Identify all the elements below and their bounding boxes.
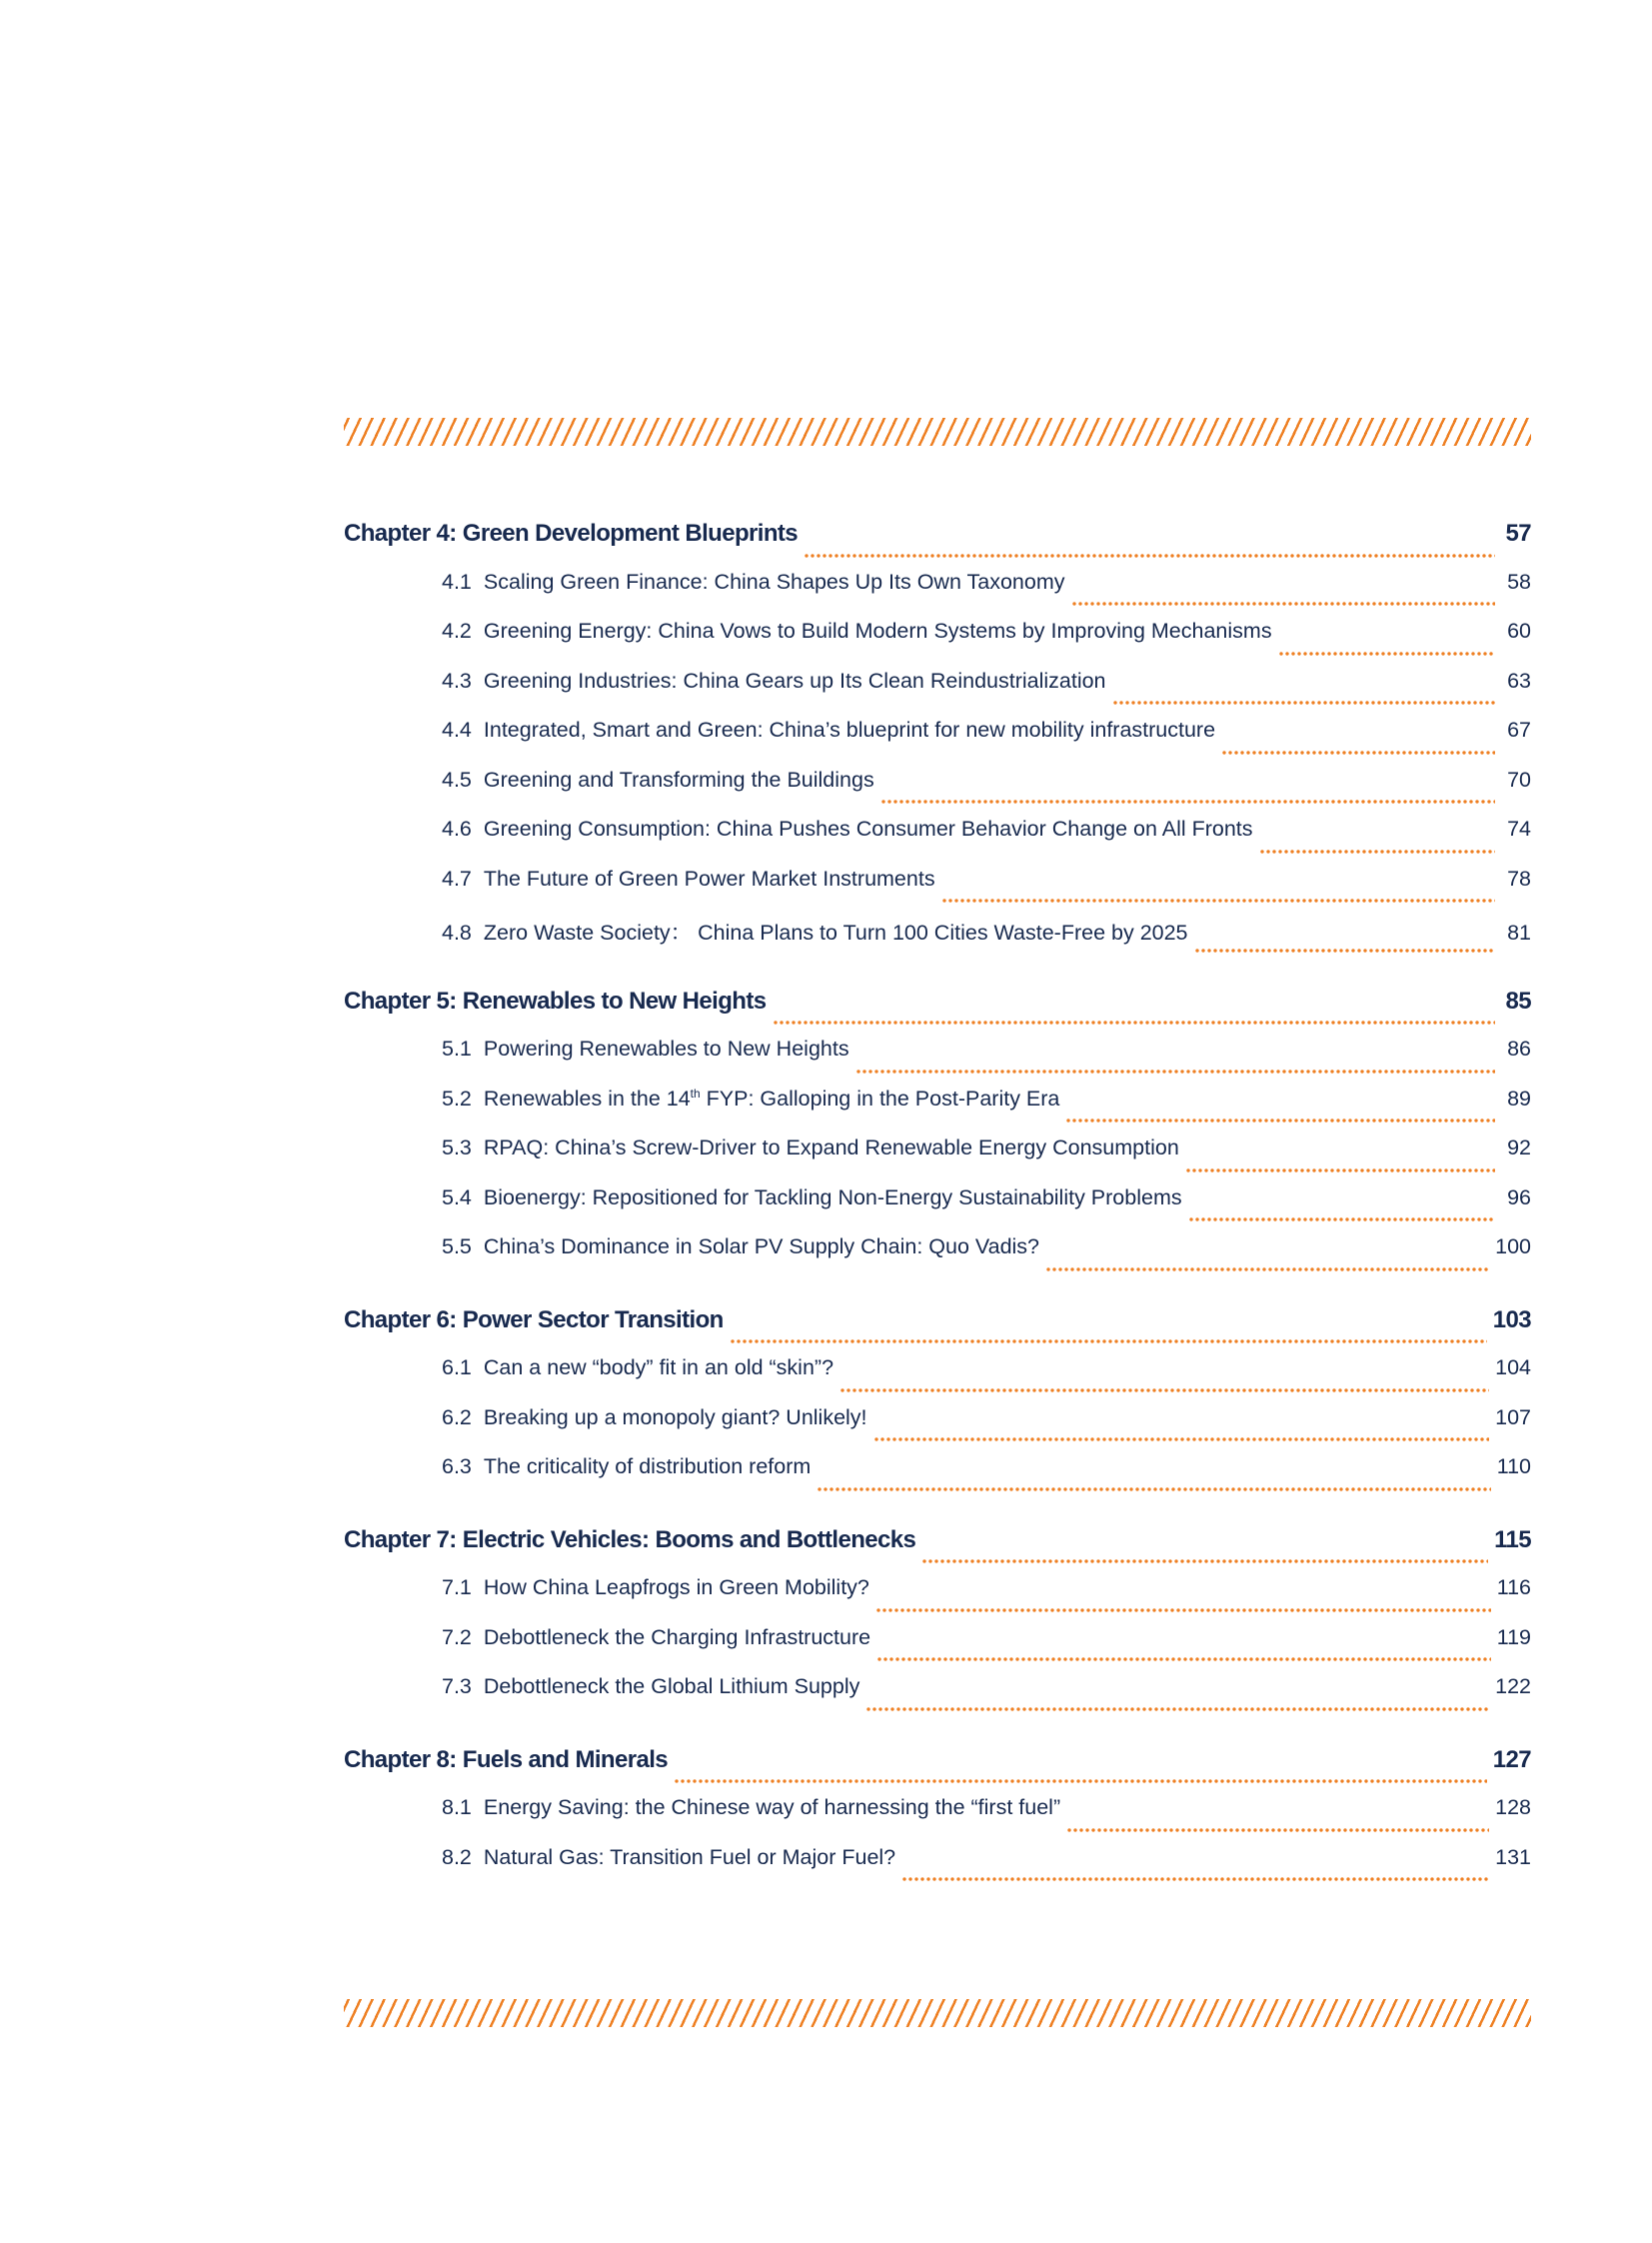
table-of-contents bbox=[344, 520, 1531, 1916]
section-number: 8.1 bbox=[442, 1795, 472, 1819]
page-number: 122 bbox=[1495, 1674, 1531, 1698]
page-number: 116 bbox=[1496, 1575, 1531, 1599]
section-title-text: Integrated, Smart and Green: China’s blueprint for new mobility infrastructure bbox=[483, 718, 1216, 742]
chapter-title: Chapter 6: Power Sector Transition bbox=[344, 1305, 724, 1333]
page-number: 60 bbox=[1507, 619, 1531, 643]
section-title bbox=[442, 1575, 869, 1600]
section-title bbox=[442, 1355, 833, 1380]
dot-leader bbox=[804, 554, 1495, 558]
section-number: 5.4 bbox=[442, 1184, 472, 1209]
section-title bbox=[442, 1234, 1039, 1259]
dot-leader bbox=[865, 1707, 1489, 1711]
dot-leader bbox=[921, 1559, 1488, 1563]
section-title-text: Debottleneck the Charging Infrastructure bbox=[483, 1624, 871, 1649]
dot-leader bbox=[1185, 1168, 1495, 1172]
section-number: 6.3 bbox=[442, 1454, 472, 1478]
chapter-heading[interactable] bbox=[344, 1746, 1531, 1796]
toc-entry[interactable] bbox=[344, 1087, 1531, 1136]
dot-leader bbox=[1278, 652, 1495, 656]
dot-leader bbox=[1112, 701, 1495, 705]
toc-entry[interactable] bbox=[344, 1405, 1531, 1455]
section-number: 5.1 bbox=[442, 1037, 472, 1061]
toc-entry[interactable] bbox=[344, 768, 1531, 818]
chapter-8 bbox=[344, 1746, 1531, 1895]
section-title-text: Greening and Transforming the Buildings bbox=[483, 767, 874, 792]
section-number: 5.5 bbox=[442, 1234, 472, 1258]
chapter-title: Chapter 4: Green Development Blueprints bbox=[344, 520, 799, 547]
dot-leader bbox=[817, 1487, 1490, 1491]
section-title-text: Energy Saving: the Chinese way of harnessing the “first fuel” bbox=[483, 1795, 1061, 1819]
toc-entry[interactable] bbox=[344, 1185, 1531, 1235]
section-title bbox=[442, 1674, 859, 1699]
section-title-post: FYP: Galloping in the Post-Parity Era bbox=[700, 1086, 1060, 1111]
dot-leader bbox=[873, 1437, 1490, 1441]
section-title bbox=[442, 1845, 895, 1870]
dot-leader bbox=[901, 1877, 1489, 1881]
page-number: 86 bbox=[1507, 1037, 1531, 1061]
toc-entry[interactable] bbox=[344, 1454, 1531, 1504]
section-number: 4.6 bbox=[442, 817, 472, 841]
dot-leader bbox=[875, 1608, 1491, 1612]
chapter-4 bbox=[344, 520, 1531, 966]
section-number: 6.2 bbox=[442, 1404, 472, 1429]
toc-entry[interactable] bbox=[344, 916, 1531, 966]
page-number: 104 bbox=[1495, 1355, 1531, 1379]
page-number: 58 bbox=[1507, 569, 1531, 594]
toc-entry[interactable] bbox=[344, 718, 1531, 768]
section-number: 7.1 bbox=[442, 1575, 472, 1599]
page-number: 78 bbox=[1507, 866, 1531, 891]
toc-entry[interactable] bbox=[344, 1674, 1531, 1724]
toc-entry[interactable] bbox=[344, 817, 1531, 867]
section-title-text: Greening Energy: China Vows to Build Modern Systems by Improving Mechanisms bbox=[483, 619, 1272, 643]
toc-entry[interactable] bbox=[344, 570, 1531, 620]
section-title bbox=[442, 1087, 1059, 1112]
section-number: 4.4 bbox=[442, 718, 472, 742]
section-title bbox=[442, 718, 1215, 743]
chapter-7 bbox=[344, 1526, 1531, 1724]
toc-entry[interactable] bbox=[344, 1795, 1531, 1845]
chapter-title: Chapter 5: Renewables to New Heights bbox=[344, 987, 767, 1015]
chapter-heading[interactable] bbox=[344, 1526, 1531, 1576]
page-number: 81 bbox=[1507, 921, 1531, 945]
section-title-text: Breaking up a monopoly giant? Unlikely! bbox=[483, 1404, 867, 1429]
dot-leader bbox=[730, 1339, 1487, 1343]
section-title-text: RPAQ: China’s Screw-Driver to Expand Renewable Energy Consumption bbox=[483, 1135, 1179, 1159]
chapter-title: Chapter 7: Electric Vehicles: Booms and Bottlenecks bbox=[344, 1525, 916, 1553]
section-title bbox=[442, 1625, 870, 1650]
toc-entry[interactable] bbox=[344, 1845, 1531, 1895]
page-number: 92 bbox=[1507, 1135, 1531, 1159]
section-title bbox=[442, 867, 935, 892]
dot-leader bbox=[1045, 1267, 1489, 1271]
section-number: 8.2 bbox=[442, 1844, 472, 1869]
toc-entry[interactable] bbox=[344, 619, 1531, 669]
section-number: 5.3 bbox=[442, 1135, 472, 1159]
chapter-heading[interactable] bbox=[344, 988, 1531, 1038]
ordinal-superscript: th bbox=[690, 1086, 701, 1101]
section-title bbox=[442, 570, 1065, 595]
section-number: 4.5 bbox=[442, 767, 472, 792]
section-title-text: How China Leapfrogs in Green Mobility? bbox=[483, 1575, 869, 1599]
toc-entry[interactable] bbox=[344, 867, 1531, 917]
dot-leader bbox=[1194, 949, 1495, 953]
page-number: 74 bbox=[1507, 817, 1531, 841]
section-title-text: Greening Industries: China Gears up Its Clean Reindustrialization bbox=[483, 668, 1106, 693]
section-title-text: Debottleneck the Global Lithium Supply bbox=[483, 1674, 860, 1698]
bottom-hatch-divider bbox=[344, 1999, 1531, 2027]
section-number: 4.7 bbox=[442, 866, 472, 891]
dot-leader bbox=[1221, 751, 1495, 755]
dot-leader bbox=[1065, 1119, 1495, 1122]
top-hatch-divider bbox=[344, 418, 1531, 446]
page-number: 57 bbox=[1505, 520, 1531, 547]
section-title-text: China’s Dominance in Solar PV Supply Chain: Quo Vadis? bbox=[483, 1234, 1040, 1258]
toc-entry[interactable] bbox=[344, 669, 1531, 719]
section-title-text: Natural Gas: Transition Fuel or Major Fuel? bbox=[483, 1844, 896, 1869]
section-title bbox=[442, 619, 1272, 644]
page-number: 115 bbox=[1494, 1525, 1531, 1553]
dot-leader bbox=[1188, 1217, 1495, 1221]
page-number: 119 bbox=[1496, 1624, 1531, 1649]
section-title-text: The criticality of distribution reform bbox=[483, 1454, 812, 1478]
section-title-text: Greening Consumption: China Pushes Consumer Behavior Change on All Fronts bbox=[483, 817, 1253, 841]
section-title bbox=[442, 916, 1188, 947]
page-number: 96 bbox=[1507, 1184, 1531, 1209]
toc-entry[interactable] bbox=[344, 1625, 1531, 1675]
chapter-heading[interactable] bbox=[344, 520, 1531, 570]
dot-leader bbox=[1071, 602, 1496, 606]
page-number: 103 bbox=[1492, 1305, 1531, 1333]
section-number: 5.2 bbox=[442, 1086, 472, 1111]
dot-leader bbox=[1259, 850, 1495, 854]
section-title-pre: Renewables in the 14 bbox=[483, 1086, 691, 1111]
section-number: 4.8 bbox=[442, 921, 472, 945]
page-number: 107 bbox=[1495, 1404, 1531, 1429]
toc-entry[interactable] bbox=[344, 1575, 1531, 1625]
section-title-text: Scaling Green Finance: China Shapes Up Its Own Taxonomy bbox=[483, 569, 1065, 594]
dot-leader bbox=[880, 800, 1495, 804]
section-title bbox=[442, 1185, 1182, 1210]
section-title-text: Zero Waste Society： China Plans to Turn 100 Cities Waste-Free by 2025 bbox=[483, 921, 1188, 945]
dot-leader bbox=[839, 1388, 1489, 1392]
dot-leader bbox=[941, 899, 1495, 903]
chapter-heading[interactable] bbox=[344, 1306, 1531, 1356]
chapter-6 bbox=[344, 1306, 1531, 1504]
page-number: 85 bbox=[1505, 987, 1531, 1015]
section-title-text: Bioenergy: Repositioned for Tackling Non-Energy Sustainability Problems bbox=[483, 1184, 1182, 1209]
page-number: 127 bbox=[1492, 1745, 1531, 1773]
page-number: 89 bbox=[1507, 1086, 1531, 1111]
section-title bbox=[442, 669, 1106, 694]
section-title bbox=[442, 1037, 849, 1062]
dot-leader bbox=[876, 1657, 1491, 1661]
chapter-5 bbox=[344, 988, 1531, 1284]
page-number: 128 bbox=[1495, 1795, 1531, 1819]
section-number: 4.1 bbox=[442, 569, 472, 594]
section-number: 6.1 bbox=[442, 1355, 472, 1379]
section-number: 4.2 bbox=[442, 619, 472, 643]
page-number: 100 bbox=[1495, 1234, 1531, 1258]
section-number: 7.2 bbox=[442, 1624, 472, 1649]
toc-entry[interactable] bbox=[344, 1037, 1531, 1087]
page-number: 70 bbox=[1507, 767, 1531, 792]
section-title-text: The Future of Green Power Market Instruments bbox=[483, 866, 935, 891]
dot-leader bbox=[1066, 1828, 1489, 1832]
section-number: 7.3 bbox=[442, 1674, 472, 1698]
section-title bbox=[442, 768, 874, 793]
section-title bbox=[442, 1795, 1060, 1820]
section-number: 4.3 bbox=[442, 668, 472, 693]
section-title bbox=[442, 817, 1253, 842]
toc-entry[interactable] bbox=[344, 1135, 1531, 1185]
dot-leader bbox=[855, 1070, 1495, 1074]
section-title-text: Can a new “body” fit in an old “skin”? bbox=[483, 1355, 834, 1379]
section-title-text: Powering Renewables to New Heights bbox=[483, 1037, 849, 1061]
page-number: 110 bbox=[1496, 1454, 1531, 1478]
page-number: 67 bbox=[1507, 718, 1531, 742]
dot-leader bbox=[674, 1779, 1487, 1783]
section-title bbox=[442, 1135, 1179, 1160]
section-title bbox=[442, 1405, 867, 1430]
chapter-title: Chapter 8: Fuels and Minerals bbox=[344, 1745, 669, 1773]
page-number: 63 bbox=[1507, 668, 1531, 693]
page-number: 131 bbox=[1495, 1844, 1531, 1869]
section-title bbox=[442, 1454, 811, 1479]
toc-entry[interactable] bbox=[344, 1355, 1531, 1405]
dot-leader bbox=[773, 1021, 1496, 1025]
toc-entry[interactable] bbox=[344, 1234, 1531, 1284]
